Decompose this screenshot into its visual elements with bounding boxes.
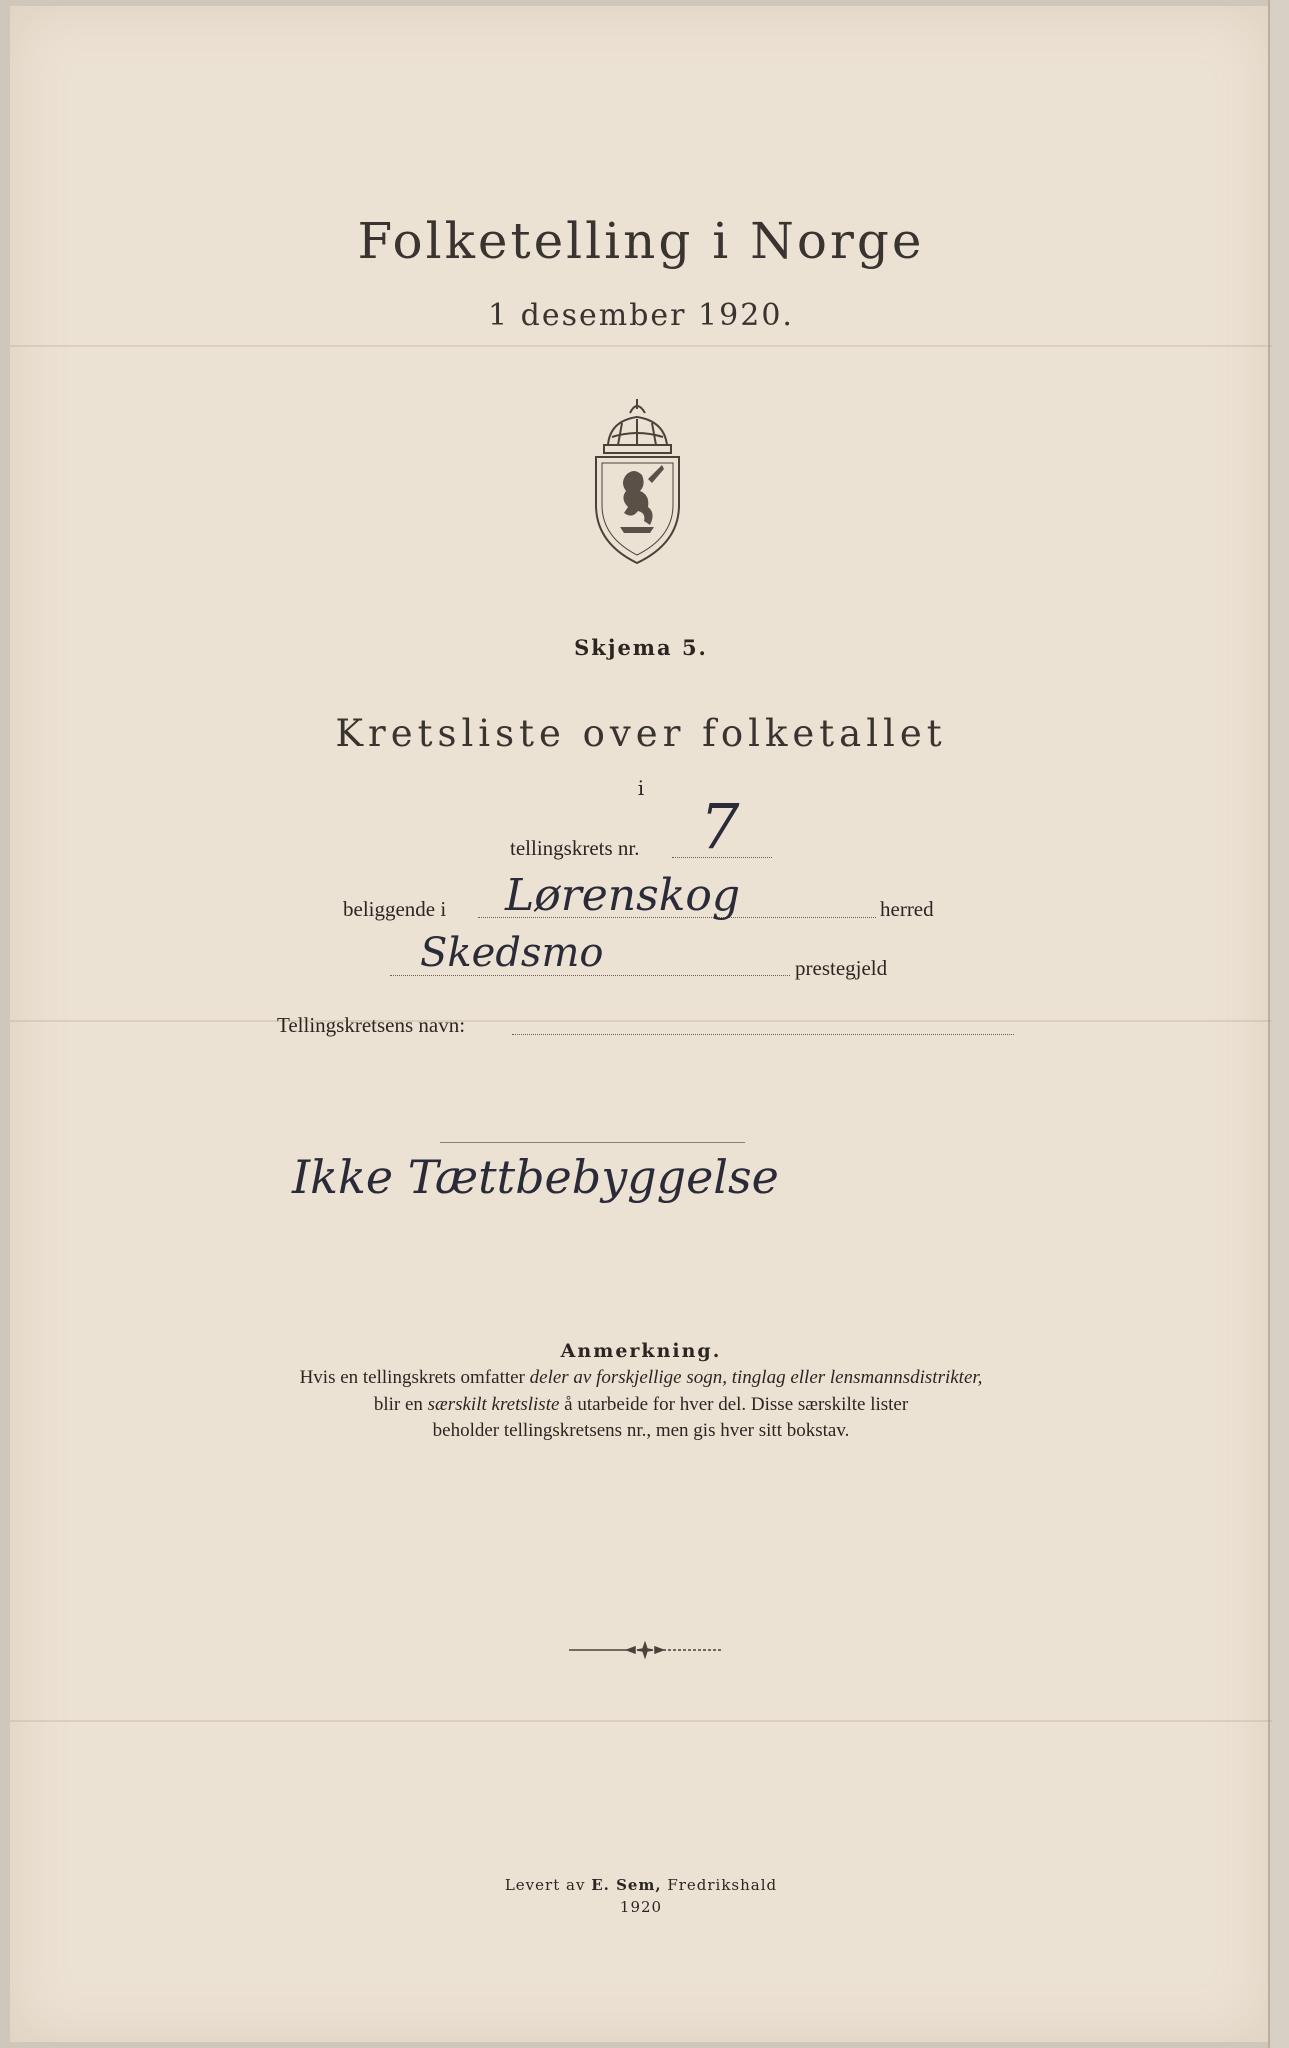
anmerkning-line-3: beholder tellingskretsens nr., men gis hver sitt bokstav. <box>432 1420 850 1441</box>
ornament-divider-icon <box>565 1640 725 1660</box>
printer-place: Fredrikshald <box>661 1876 778 1894</box>
prestegjeld-value: Skedsmo <box>420 930 604 976</box>
herred-label: herred <box>880 897 934 921</box>
document-title: Folketelling i Norge <box>357 212 925 270</box>
preposition-i: i <box>637 776 645 800</box>
fold-line <box>10 1720 1272 1722</box>
navn-value: Ikke Tættbebyggelse <box>292 1150 779 1204</box>
form-heading: Kretsliste over folketallet <box>335 712 947 755</box>
anmerkning-text: å utarbeide for hver del. Disse særskilte lister <box>559 1394 909 1415</box>
printer-text: Levert av <box>504 1876 592 1894</box>
norwegian-coat-of-arms-icon <box>590 395 685 565</box>
beliggende-value: Lørenskog <box>505 870 741 921</box>
krets-label: tellingskrets nr. <box>510 836 640 860</box>
navn-line-2 <box>440 1142 745 1143</box>
anmerkning-text: blir en <box>373 1394 428 1415</box>
printer-line <box>10 1876 1272 1894</box>
anmerkning-emphasis: særskilt kretsliste <box>427 1394 560 1415</box>
prestegjeld-label: prestegjeld <box>795 956 888 980</box>
document-date: 1 desember 1920. <box>488 298 794 333</box>
krets-value: 7 <box>700 790 740 863</box>
anmerkning-title: Anmerkning. <box>560 1340 722 1362</box>
anmerkning-line-2 <box>10 1394 1272 1416</box>
anmerkning-emphasis: deler av forskjellige sogn, tinglag eller lensmannsdistrikter, <box>529 1367 983 1388</box>
beliggende-label: beliggende i <box>343 897 447 921</box>
navn-label: Tellingskretsens navn: <box>277 1013 466 1037</box>
anmerkning-text: Hvis en tellingskrets omfatter <box>299 1367 530 1388</box>
schema-label: Skjema 5. <box>574 635 708 660</box>
printer-year: 1920 <box>619 1898 663 1916</box>
anmerkning-line-1 <box>10 1367 1272 1389</box>
printer-name: E. Sem, <box>591 1876 662 1894</box>
fold-line <box>10 1020 1272 1022</box>
fold-line <box>10 345 1272 347</box>
navn-line <box>512 1034 1014 1035</box>
